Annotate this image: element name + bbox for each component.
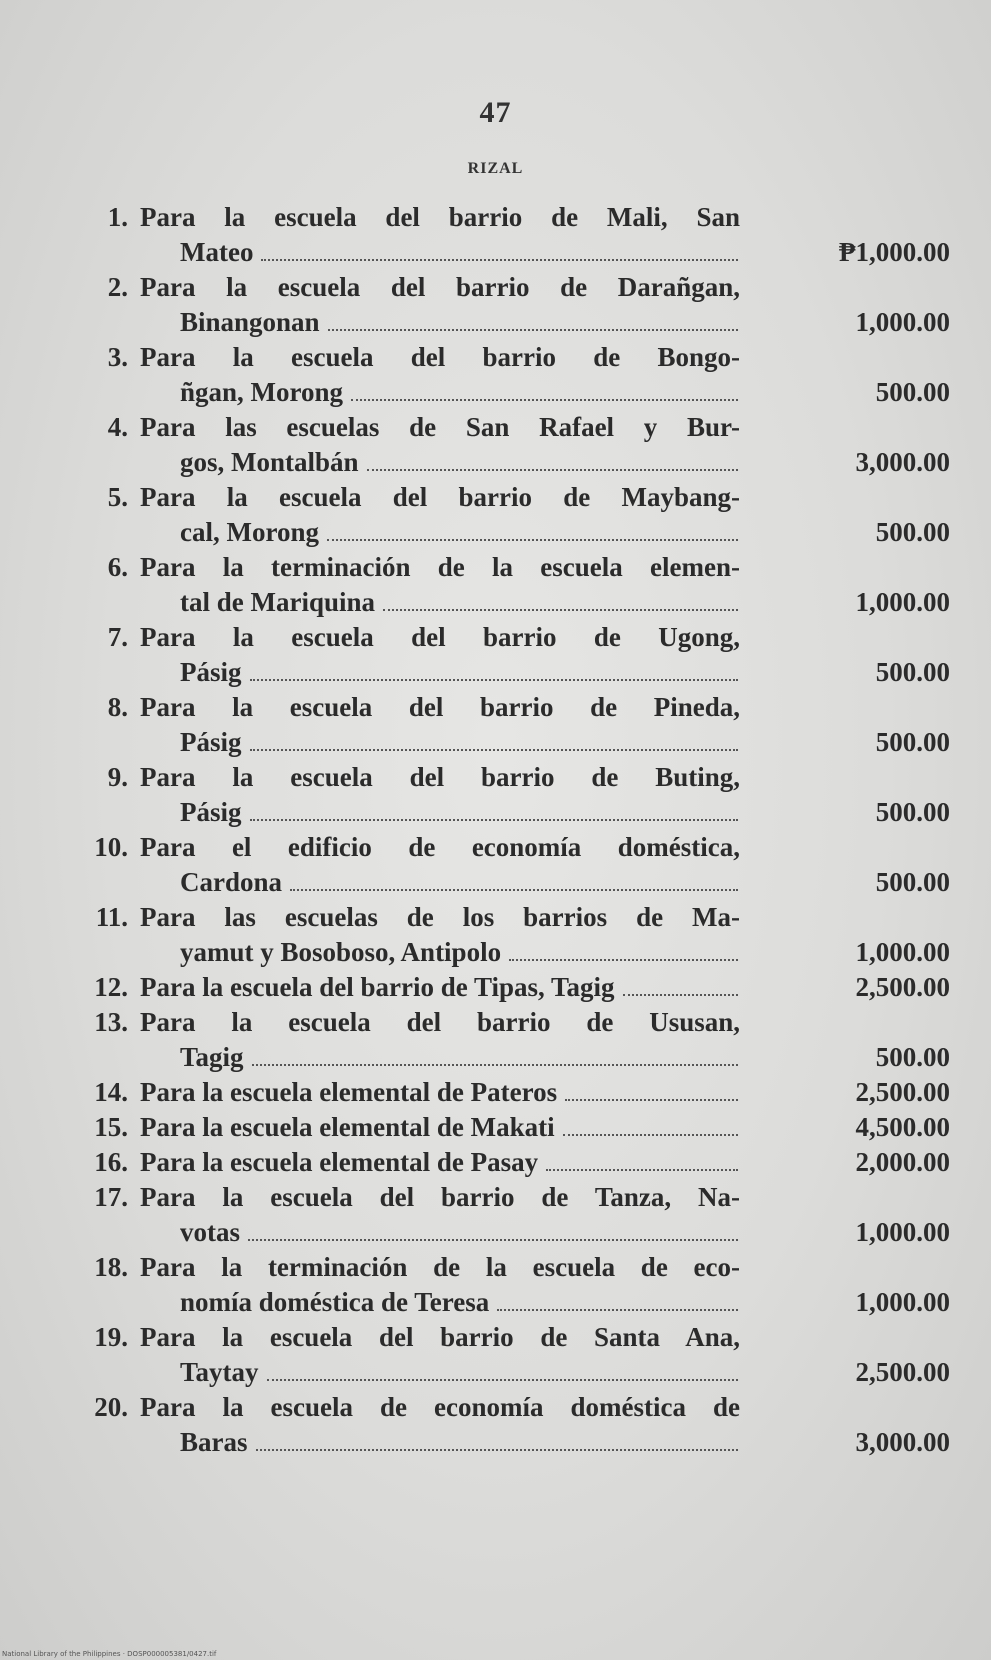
item-description-continuation: Pásig bbox=[180, 727, 242, 757]
item-number: 9. bbox=[107, 762, 128, 792]
item-description-line: Para la escuela del barrio de Mali, San bbox=[140, 202, 740, 232]
item-description bbox=[140, 1250, 740, 1320]
list-item bbox=[70, 1005, 950, 1075]
dot-leader bbox=[367, 468, 738, 471]
item-description-line: Para las escuelas de los barrios de Ma- bbox=[140, 902, 740, 932]
dot-leader bbox=[267, 1378, 738, 1381]
list-item bbox=[70, 1180, 950, 1250]
item-description bbox=[140, 830, 740, 900]
item-description bbox=[140, 760, 740, 830]
list-item bbox=[70, 1390, 950, 1460]
item-description bbox=[140, 1390, 740, 1460]
item-description-continuation: Mateo bbox=[180, 237, 254, 267]
item-amount: 2,000.00 bbox=[855, 1147, 950, 1177]
item-description-line: Para la escuela del barrio de Bongo- bbox=[140, 342, 740, 372]
list-item bbox=[70, 970, 950, 1005]
item-amount: 3,000.00 bbox=[855, 447, 950, 477]
item-amount: 1,000.00 bbox=[855, 587, 950, 617]
item-description-continuation: Pásig bbox=[180, 797, 242, 827]
dot-leader bbox=[256, 1448, 739, 1451]
dot-leader bbox=[351, 398, 738, 401]
item-number: 13. bbox=[94, 1007, 128, 1037]
item-description-continuation: ñgan, Morong bbox=[180, 377, 344, 407]
item-number: 4. bbox=[107, 412, 128, 442]
item-description-line: Para la escuela elemental de Pateros bbox=[140, 1077, 558, 1107]
item-description-line: Para el edificio de economía doméstica, bbox=[140, 832, 740, 862]
item-number: 16. bbox=[94, 1147, 128, 1177]
item-number: 1. bbox=[107, 202, 128, 232]
item-description bbox=[140, 1320, 740, 1390]
item-description bbox=[140, 900, 740, 970]
item-amount: 1,000.00 bbox=[855, 1287, 950, 1317]
item-amount: 4,500.00 bbox=[855, 1112, 950, 1142]
list-item bbox=[70, 690, 950, 760]
list-item bbox=[70, 410, 950, 480]
page-number: 47 bbox=[479, 96, 512, 129]
list-item bbox=[70, 760, 950, 830]
dot-leader bbox=[623, 993, 738, 996]
list-item bbox=[70, 620, 950, 690]
item-description-line: Para la escuela de economía doméstica de bbox=[140, 1392, 740, 1422]
dot-leader bbox=[261, 258, 738, 261]
item-description-line: Para la escuela del barrio de Maybang- bbox=[140, 482, 740, 512]
item-description-continuation: cal, Morong bbox=[180, 517, 319, 547]
list-item bbox=[70, 270, 950, 340]
list-item bbox=[70, 480, 950, 550]
item-description-line: Para la terminación de la escuela de eco- bbox=[140, 1252, 740, 1282]
item-amount: 500.00 bbox=[875, 1042, 950, 1072]
item-description-line: Para la escuela del barrio de Tipas, Tagig bbox=[140, 972, 615, 1002]
item-description-line: Para las escuelas de San Rafael y Bur- bbox=[140, 412, 740, 442]
item-number: 12. bbox=[94, 972, 128, 1002]
item-number: 18. bbox=[94, 1252, 128, 1282]
item-description bbox=[140, 410, 740, 480]
item-number: 6. bbox=[107, 552, 128, 582]
dot-leader bbox=[563, 1133, 738, 1136]
item-number: 15. bbox=[94, 1112, 128, 1142]
item-description bbox=[140, 690, 740, 760]
item-amount: 500.00 bbox=[875, 377, 950, 407]
item-description-continuation: Cardona bbox=[180, 867, 283, 897]
item-amount: 500.00 bbox=[875, 727, 950, 757]
footer-note: National Library of the Philippines · DOSP000005381/0427.tif bbox=[2, 1650, 217, 1658]
item-description bbox=[140, 620, 740, 690]
item-description-continuation: Taytay bbox=[180, 1357, 259, 1387]
item-number: 17. bbox=[94, 1182, 128, 1212]
section-title: RIZAL bbox=[467, 160, 524, 177]
item-description bbox=[140, 970, 740, 1005]
item-description bbox=[140, 200, 740, 270]
item-amount: 1,000.00 bbox=[855, 937, 950, 967]
dot-leader bbox=[252, 1063, 738, 1066]
list-item bbox=[70, 1145, 950, 1180]
list-item bbox=[70, 830, 950, 900]
dot-leader bbox=[546, 1168, 738, 1171]
item-number: 7. bbox=[107, 622, 128, 652]
item-description bbox=[140, 1145, 740, 1180]
item-amount: 500.00 bbox=[875, 517, 950, 547]
item-description-line: Para la escuela del barrio de Ugong, bbox=[140, 622, 740, 652]
dot-leader bbox=[290, 888, 738, 891]
item-description-continuation: nomía doméstica de Teresa bbox=[180, 1287, 490, 1317]
item-amount: 2,500.00 bbox=[855, 972, 950, 1002]
appropriation-list bbox=[70, 200, 950, 1460]
item-description-continuation: tal de Mariquina bbox=[180, 587, 376, 617]
item-amount: 500.00 bbox=[875, 657, 950, 687]
list-item bbox=[70, 550, 950, 620]
item-description-line: Para la escuela del barrio de Darañgan, bbox=[140, 272, 740, 302]
item-amount: 1,000.00 bbox=[855, 1217, 950, 1247]
item-amount: ₱1,000.00 bbox=[839, 237, 950, 267]
item-description bbox=[140, 1005, 740, 1075]
item-description bbox=[140, 550, 740, 620]
item-description-line: Para la escuela elemental de Pasay bbox=[140, 1147, 539, 1177]
dot-leader bbox=[250, 818, 738, 821]
item-amount: 2,500.00 bbox=[855, 1357, 950, 1387]
item-number: 2. bbox=[107, 272, 128, 302]
dot-leader bbox=[565, 1098, 738, 1101]
item-description-continuation: Pásig bbox=[180, 657, 242, 687]
dot-leader bbox=[328, 328, 738, 331]
item-number: 11. bbox=[95, 902, 128, 932]
item-description bbox=[140, 1110, 740, 1145]
item-description-line: Para la escuela del barrio de Tanza, Na- bbox=[140, 1182, 740, 1212]
list-item bbox=[70, 200, 950, 270]
item-description bbox=[140, 270, 740, 340]
item-description-continuation: Tagig bbox=[180, 1042, 244, 1072]
list-item bbox=[70, 1075, 950, 1110]
item-number: 3. bbox=[107, 342, 128, 372]
dot-leader bbox=[327, 538, 738, 541]
item-description bbox=[140, 1075, 740, 1110]
item-description-continuation: Binangonan bbox=[180, 307, 320, 337]
item-description-continuation: votas bbox=[180, 1217, 240, 1247]
item-amount: 3,000.00 bbox=[855, 1427, 950, 1457]
item-number: 8. bbox=[107, 692, 128, 722]
dot-leader bbox=[250, 748, 738, 751]
item-amount: 500.00 bbox=[875, 867, 950, 897]
item-description-line: Para la escuela del barrio de Pineda, bbox=[140, 692, 740, 722]
item-description bbox=[140, 1180, 740, 1250]
item-description-line: Para la escuela del barrio de Santa Ana, bbox=[140, 1322, 740, 1352]
item-description-line: Para la escuela del barrio de Buting, bbox=[140, 762, 740, 792]
item-description bbox=[140, 340, 740, 410]
dot-leader bbox=[497, 1308, 738, 1311]
item-description-line: Para la escuela elemental de Makati bbox=[140, 1112, 555, 1142]
dot-leader bbox=[250, 678, 738, 681]
list-item bbox=[70, 1110, 950, 1145]
item-amount: 500.00 bbox=[875, 797, 950, 827]
dot-leader bbox=[383, 608, 738, 611]
item-description-line: Para la escuela del barrio de Ususan, bbox=[140, 1007, 740, 1037]
dot-leader bbox=[248, 1238, 738, 1241]
item-number: 19. bbox=[94, 1322, 128, 1352]
list-item bbox=[70, 340, 950, 410]
item-number: 14. bbox=[94, 1077, 128, 1107]
item-description bbox=[140, 480, 740, 550]
item-description-continuation: gos, Montalbán bbox=[180, 447, 359, 477]
item-amount: 2,500.00 bbox=[855, 1077, 950, 1107]
item-number: 10. bbox=[94, 832, 128, 862]
item-number: 5. bbox=[107, 482, 128, 512]
list-item bbox=[70, 900, 950, 970]
list-item bbox=[70, 1320, 950, 1390]
item-description-continuation: Baras bbox=[180, 1427, 248, 1457]
item-amount: 1,000.00 bbox=[855, 307, 950, 337]
list-item bbox=[70, 1250, 950, 1320]
dot-leader bbox=[509, 958, 738, 961]
item-description-line: Para la terminación de la escuela elemen- bbox=[140, 552, 740, 582]
item-description-continuation: yamut y Bosoboso, Antipolo bbox=[180, 937, 502, 967]
item-number: 20. bbox=[94, 1392, 128, 1422]
